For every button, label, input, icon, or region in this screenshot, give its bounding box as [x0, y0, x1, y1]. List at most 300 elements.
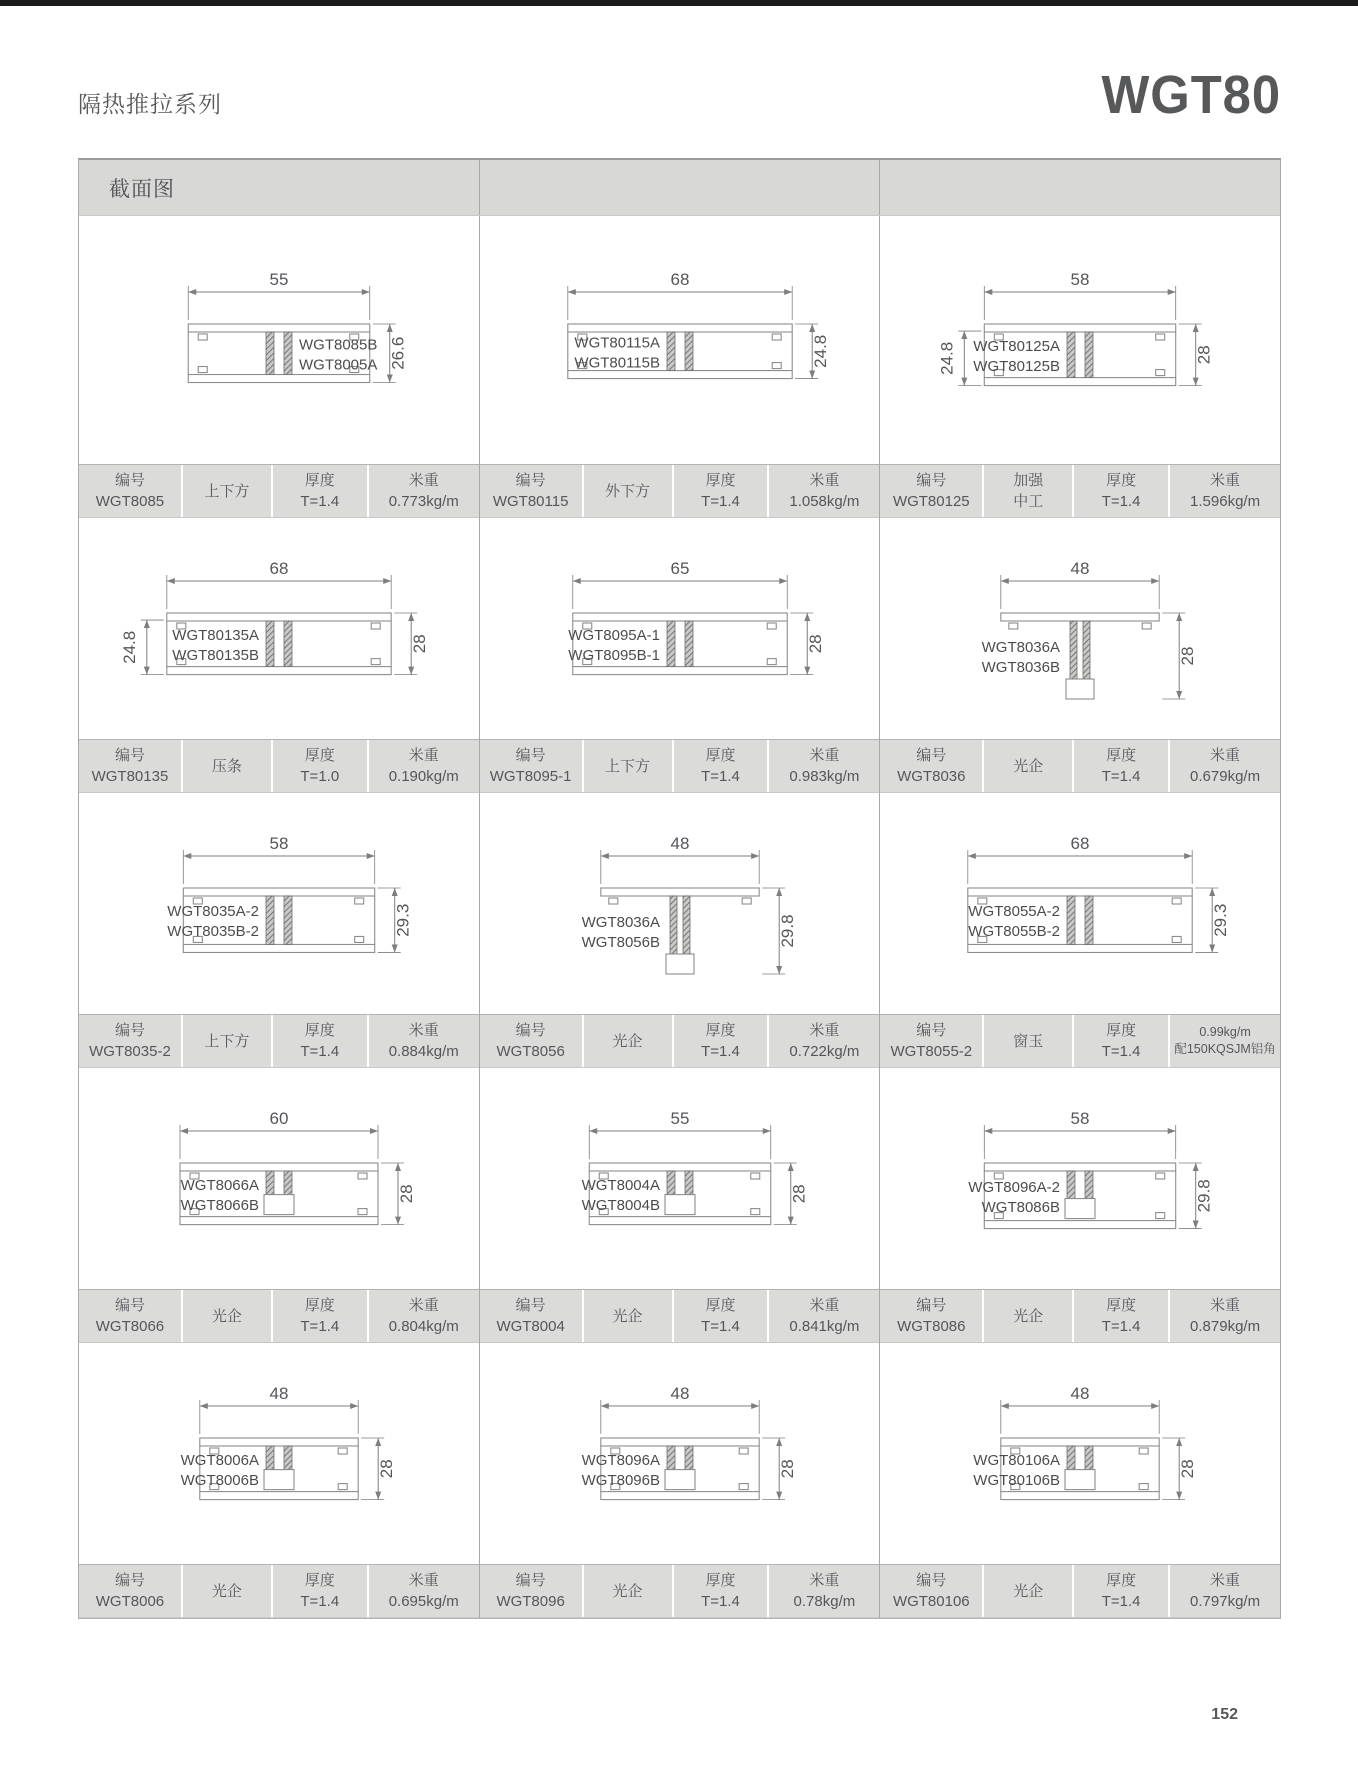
- profile-diagram: [880, 1343, 1280, 1564]
- thickness-label: 厚度: [304, 1022, 335, 1039]
- profile-cell: [480, 216, 881, 518]
- thickness-value: T=1.4: [1101, 1043, 1141, 1060]
- svg-text:60: 60: [269, 1108, 289, 1128]
- thickness-value: T=1.4: [300, 493, 340, 510]
- weight-value: 0.797kg/m: [1190, 1593, 1261, 1610]
- svg-text:28: 28: [805, 633, 825, 653]
- profile-diagram: [79, 1068, 479, 1289]
- thickness-value: T=1.4: [300, 1043, 340, 1060]
- weight-value: 0.78kg/m: [793, 1593, 856, 1610]
- spec-weight: [769, 1290, 879, 1342]
- page-header: [78, 65, 1281, 138]
- name-value: 外下方: [605, 482, 651, 500]
- profile-cell: [480, 1068, 881, 1343]
- code-value: WGT8086: [897, 1318, 966, 1335]
- spec-name: [183, 1290, 271, 1342]
- svg-text:WGT80125A: WGT80125A: [973, 337, 1061, 355]
- svg-text:28: 28: [377, 1458, 397, 1478]
- profile-cross-section: [910, 1079, 1250, 1279]
- svg-text:WGT8055A-2: WGT8055A-2: [968, 902, 1061, 920]
- svg-text:68: 68: [1070, 833, 1090, 853]
- profile-diagram: [480, 216, 880, 464]
- svg-text:55: 55: [269, 270, 289, 289]
- name-value: 光企: [1013, 1307, 1044, 1325]
- name-value: 光企: [1013, 757, 1044, 775]
- profile-diagram: [880, 1068, 1280, 1289]
- code-label: 编号: [515, 472, 546, 489]
- thickness-label: 厚度: [1106, 747, 1137, 764]
- section-header-cell: [79, 160, 480, 215]
- spec-weight: [769, 740, 879, 792]
- spec-weight: [769, 1015, 879, 1067]
- svg-text:WGT8004B: WGT8004B: [581, 1196, 660, 1214]
- spec-name: [984, 1015, 1072, 1067]
- weight-value: 1.058kg/m: [789, 493, 860, 510]
- name-value: 上下方: [204, 1032, 250, 1050]
- code-label: 编号: [515, 1022, 546, 1039]
- profile-diagram: [480, 518, 880, 739]
- profile-cell: [880, 1343, 1280, 1618]
- svg-text:28: 28: [1178, 1458, 1198, 1478]
- code-value: WGT80115: [492, 493, 569, 510]
- svg-text:WGT8036A: WGT8036A: [981, 638, 1061, 656]
- svg-text:WGT80106B: WGT80106B: [973, 1471, 1061, 1489]
- spec-code: [79, 1290, 181, 1342]
- profile-diagram: [480, 1343, 880, 1564]
- weight-label: 米重: [408, 472, 439, 489]
- svg-text:WGT8095A-1: WGT8095A-1: [567, 626, 660, 644]
- thickness-label: 厚度: [705, 472, 736, 489]
- svg-text:24.8: 24.8: [937, 341, 957, 375]
- svg-text:WGT8035B-2: WGT8035B-2: [167, 922, 259, 940]
- weight-value: 0.722kg/m: [789, 1043, 860, 1060]
- name-value: 光企: [211, 1582, 242, 1600]
- spec-row: [79, 464, 479, 518]
- weight-value: 0.773kg/m: [388, 493, 459, 510]
- thickness-label: 厚度: [304, 1297, 335, 1314]
- thickness-label: 厚度: [1106, 1572, 1137, 1589]
- spec-code: [79, 1565, 181, 1617]
- code-value: WGT8004: [496, 1318, 565, 1335]
- spec-thickness: [674, 740, 768, 792]
- code-label: 编号: [515, 1297, 546, 1314]
- code-value: WGT80125: [892, 493, 970, 510]
- code-label: 编号: [114, 1022, 145, 1039]
- spec-name: [584, 1565, 672, 1617]
- svg-text:WGT80106A: WGT80106A: [973, 1451, 1061, 1469]
- spec-thickness: [273, 1290, 367, 1342]
- weight-label: 米重: [1210, 1297, 1241, 1314]
- section-title: 截面图: [109, 177, 175, 201]
- svg-text:WGT8055B-2: WGT8055B-2: [968, 922, 1061, 940]
- spec-row: [880, 1564, 1280, 1618]
- svg-text:48: 48: [670, 1383, 689, 1403]
- thickness-label: 厚度: [1106, 1022, 1137, 1039]
- code-label: 编号: [916, 747, 947, 764]
- profile-cell: [880, 518, 1280, 793]
- spec-name: [984, 1290, 1072, 1342]
- weight-label: 米重: [408, 1022, 439, 1039]
- code-value: WGT8036: [897, 768, 966, 785]
- weight-value: 0.679kg/m: [1190, 768, 1261, 785]
- svg-text:58: 58: [269, 833, 289, 853]
- spec-row: [880, 1289, 1280, 1343]
- thickness-label: 厚度: [705, 747, 736, 764]
- spec-thickness: [273, 465, 367, 517]
- spec-row: [480, 1014, 880, 1068]
- weight-label: 米重: [408, 1297, 439, 1314]
- spec-thickness: [1074, 1015, 1168, 1067]
- profile-cross-section: [109, 240, 449, 440]
- page-top-rule: [0, 0, 1358, 6]
- section-header-cell: [480, 160, 881, 215]
- thickness-value: T=1.4: [701, 1043, 740, 1060]
- spec-thickness: [273, 1565, 367, 1617]
- svg-text:28: 28: [789, 1183, 809, 1203]
- code-value: WGT8035-2: [89, 1043, 171, 1060]
- spec-thickness: [1074, 740, 1168, 792]
- name-value2: 中工: [1013, 493, 1044, 510]
- thickness-value: T=1.4: [1101, 1318, 1141, 1335]
- svg-text:WGT8066A: WGT8066A: [180, 1176, 259, 1194]
- profile-cross-section: [910, 240, 1250, 440]
- name-value: 光企: [612, 1582, 643, 1600]
- profile-cross-section: [910, 529, 1250, 729]
- name-value: 光企: [612, 1307, 643, 1325]
- svg-text:WGT8085B: WGT8085B: [298, 336, 378, 354]
- svg-text:29.8: 29.8: [777, 913, 797, 948]
- svg-text:26.6: 26.6: [388, 336, 408, 370]
- spec-weight: [369, 740, 479, 792]
- weight-label: 米重: [809, 747, 840, 764]
- spec-code: [880, 1290, 982, 1342]
- thickness-label: 厚度: [1106, 1297, 1137, 1314]
- code-label: 编号: [916, 1572, 947, 1589]
- code-label: 编号: [515, 747, 546, 764]
- thickness-label: 厚度: [705, 1297, 736, 1314]
- code-label: 编号: [114, 472, 145, 489]
- profile-cell: [480, 793, 881, 1068]
- svg-text:55: 55: [670, 1108, 689, 1128]
- spec-name: [984, 465, 1072, 517]
- svg-text:28: 28: [1194, 345, 1214, 365]
- profile-row: [79, 1068, 1280, 1343]
- code-value: WGT8095-1: [489, 768, 572, 785]
- thickness-value: T=1.0: [300, 768, 340, 785]
- code-label: 编号: [114, 1297, 145, 1314]
- profile-diagram: [480, 1068, 880, 1289]
- spec-weight: [1170, 1290, 1280, 1342]
- weight-label: 米重: [408, 1572, 439, 1589]
- code-value: WGT8096: [496, 1593, 565, 1610]
- code-label: 编号: [916, 1297, 947, 1314]
- svg-text:65: 65: [670, 558, 689, 578]
- profile-diagram: [880, 793, 1280, 1014]
- svg-text:48: 48: [1070, 1383, 1090, 1403]
- name-value: 光企: [211, 1307, 242, 1325]
- code-value: WGT80135: [91, 768, 169, 785]
- spec-code: [880, 740, 982, 792]
- svg-text:68: 68: [670, 270, 689, 289]
- spec-thickness: [674, 465, 768, 517]
- series-title: 隔热推拉系列: [78, 91, 222, 117]
- spec-code: [480, 1565, 582, 1617]
- spec-code: [880, 1015, 982, 1067]
- weight-label: 米重: [809, 1572, 840, 1589]
- spec-thickness: [1074, 1565, 1168, 1617]
- spec-code: [480, 740, 582, 792]
- profile-diagram: [79, 1343, 479, 1564]
- profile-cross-section: [109, 804, 449, 1004]
- spec-weight: [369, 465, 479, 517]
- spec-name: [183, 740, 271, 792]
- profile-diagram: [79, 793, 479, 1014]
- spec-weight: [1170, 1565, 1280, 1617]
- profile-diagram: [880, 216, 1280, 464]
- svg-text:48: 48: [269, 1383, 289, 1403]
- spec-code: [79, 465, 181, 517]
- svg-text:WGT8006B: WGT8006B: [180, 1471, 259, 1489]
- svg-text:28: 28: [1178, 646, 1198, 665]
- spec-code: [79, 1015, 181, 1067]
- name-value: 光企: [612, 1032, 643, 1050]
- spec-name: [584, 740, 672, 792]
- name-value: 上下方: [204, 482, 250, 500]
- spec-weight: [1170, 465, 1280, 517]
- code-label: 编号: [916, 472, 947, 489]
- weight-value: 0.99kg/m: [1199, 1025, 1251, 1040]
- svg-text:WGT8004A: WGT8004A: [581, 1176, 660, 1194]
- weight-label: 米重: [809, 1022, 840, 1039]
- profile-cross-section: [910, 804, 1250, 1004]
- svg-text:WGT80115A: WGT80115A: [573, 334, 660, 352]
- spec-thickness: [1074, 465, 1168, 517]
- profile-cell: [79, 216, 480, 518]
- profile-cell: [880, 1068, 1280, 1343]
- spec-code: [480, 465, 582, 517]
- weight-label: 米重: [1210, 747, 1241, 764]
- spec-row: [79, 739, 479, 793]
- profile-cross-section: [510, 1354, 850, 1554]
- thickness-value: T=1.4: [300, 1318, 340, 1335]
- spec-thickness: [674, 1015, 768, 1067]
- svg-text:WGT8096B: WGT8096B: [581, 1471, 660, 1489]
- svg-text:WGT8086B: WGT8086B: [981, 1198, 1061, 1216]
- profile-table: [78, 158, 1281, 1619]
- name-value: 加强: [1013, 472, 1044, 489]
- svg-text:WGT8056B: WGT8056B: [581, 933, 660, 951]
- weight-label: 米重: [1210, 472, 1241, 489]
- profile-cross-section: [109, 1079, 449, 1279]
- profile-diagram: [79, 216, 479, 464]
- spec-weight: [369, 1290, 479, 1342]
- spec-name: [584, 1015, 672, 1067]
- spec-weight: [1170, 740, 1280, 792]
- profile-grid: [79, 216, 1280, 1618]
- spec-row: [480, 1289, 880, 1343]
- spec-thickness: [674, 1565, 768, 1617]
- profile-cross-section: [910, 1354, 1250, 1554]
- code-label: 编号: [114, 1572, 145, 1589]
- profile-cell: [79, 1068, 480, 1343]
- spec-thickness: [674, 1290, 768, 1342]
- svg-text:29.8: 29.8: [1194, 1178, 1214, 1212]
- spec-row: [480, 464, 880, 518]
- spec-row: [79, 1564, 479, 1618]
- thickness-value: T=1.4: [701, 1318, 740, 1335]
- spec-name: [183, 465, 271, 517]
- profile-cross-section: [109, 1354, 449, 1554]
- code-label: 编号: [515, 1572, 546, 1589]
- svg-text:WGT8096A: WGT8096A: [581, 1451, 660, 1469]
- svg-text:WGT80135B: WGT80135B: [172, 646, 259, 664]
- code-value: WGT8006: [95, 1593, 165, 1610]
- section-header-cell: [880, 160, 1280, 215]
- svg-text:58: 58: [1070, 270, 1090, 289]
- svg-text:58: 58: [1070, 1108, 1090, 1128]
- spec-code: [880, 1565, 982, 1617]
- svg-text:WGT8005A: WGT8005A: [298, 356, 378, 374]
- spec-thickness: [1074, 1290, 1168, 1342]
- spec-row: [480, 1564, 880, 1618]
- weight-value: 0.190kg/m: [388, 768, 459, 785]
- weight-label: 米重: [408, 747, 439, 764]
- code-label: 编号: [114, 747, 145, 764]
- svg-text:24.8: 24.8: [810, 334, 830, 368]
- profile-cross-section: [510, 240, 850, 440]
- spec-code: [480, 1290, 582, 1342]
- spec-weight: [769, 1565, 879, 1617]
- section-header-row: [79, 160, 1280, 216]
- svg-text:WGT80135A: WGT80135A: [172, 626, 259, 644]
- spec-code: [880, 465, 982, 517]
- svg-text:WGT8006A: WGT8006A: [180, 1451, 259, 1469]
- svg-text:29.3: 29.3: [1211, 903, 1231, 937]
- spec-name: [584, 1290, 672, 1342]
- code-value: WGT8056: [496, 1043, 565, 1060]
- weight-value: 0.695kg/m: [388, 1593, 459, 1610]
- thickness-label: 厚度: [304, 1572, 335, 1589]
- profile-diagram: [79, 518, 479, 739]
- code-label: 编号: [916, 1022, 947, 1039]
- thickness-label: 厚度: [705, 1022, 736, 1039]
- weight-value: 0.983kg/m: [789, 768, 860, 785]
- profile-row: [79, 793, 1280, 1068]
- spec-weight: [769, 465, 879, 517]
- weight-label: 米重: [809, 472, 840, 489]
- profile-row: [79, 216, 1280, 518]
- svg-text:WGT8096A-2: WGT8096A-2: [968, 1178, 1061, 1196]
- spec-name: [984, 740, 1072, 792]
- name-value: 上下方: [605, 757, 651, 775]
- spec-row: [880, 464, 1280, 518]
- spec-row: [880, 739, 1280, 793]
- spec-name: [584, 465, 672, 517]
- thickness-value: T=1.4: [1101, 1593, 1141, 1610]
- svg-text:28: 28: [396, 1183, 416, 1203]
- svg-text:68: 68: [269, 558, 289, 578]
- thickness-value: T=1.4: [701, 1593, 740, 1610]
- spec-code: [480, 1015, 582, 1067]
- thickness-value: T=1.4: [701, 493, 740, 510]
- profile-cell: [480, 518, 881, 793]
- profile-cell: [880, 216, 1280, 518]
- thickness-label: 厚度: [705, 1572, 736, 1589]
- spec-name: [183, 1015, 271, 1067]
- weight-note: 配150KQSJM铝角: [1174, 1042, 1276, 1056]
- svg-text:WGT8035A-2: WGT8035A-2: [167, 902, 259, 920]
- weight-value: 0.884kg/m: [388, 1043, 459, 1060]
- profile-cell: [79, 1343, 480, 1618]
- profile-cross-section: [510, 804, 850, 1004]
- weight-value: 1.596kg/m: [1190, 493, 1261, 510]
- spec-row: [79, 1289, 479, 1343]
- code-value: WGT8066: [95, 1318, 165, 1335]
- spec-row: [79, 1014, 479, 1068]
- svg-text:WGT8036A: WGT8036A: [581, 913, 660, 931]
- thickness-label: 厚度: [304, 472, 335, 489]
- spec-name: [183, 1565, 271, 1617]
- profile-cell: [79, 518, 480, 793]
- weight-value: 0.804kg/m: [388, 1318, 459, 1335]
- model-title: WGT80: [1101, 65, 1281, 125]
- profile-cell: [480, 1343, 881, 1618]
- svg-text:WGT80125B: WGT80125B: [973, 357, 1061, 375]
- spec-row: [880, 1014, 1280, 1068]
- spec-thickness: [273, 740, 367, 792]
- name-value: 光企: [1013, 1582, 1044, 1600]
- profile-row: [79, 1343, 1280, 1618]
- weight-label: 米重: [809, 1297, 840, 1314]
- svg-text:WGT8036B: WGT8036B: [981, 658, 1061, 676]
- spec-code: [79, 740, 181, 792]
- spec-weight: [369, 1015, 479, 1067]
- thickness-label: 厚度: [304, 747, 335, 764]
- svg-text:WGT80115B: WGT80115B: [573, 354, 660, 372]
- svg-text:28: 28: [777, 1458, 797, 1478]
- spec-weight: [1170, 1015, 1280, 1067]
- svg-text:WGT8066B: WGT8066B: [180, 1196, 259, 1214]
- svg-text:28: 28: [410, 633, 430, 653]
- spec-weight: [369, 1565, 479, 1617]
- code-value: WGT80106: [892, 1593, 970, 1610]
- thickness-value: T=1.4: [1101, 768, 1141, 785]
- thickness-value: T=1.4: [701, 768, 740, 785]
- weight-label: 米重: [1210, 1572, 1241, 1589]
- spec-row: [480, 739, 880, 793]
- svg-text:WGT8095B-1: WGT8095B-1: [567, 646, 660, 664]
- profile-cross-section: [510, 529, 850, 729]
- page-number: 152: [1211, 1706, 1238, 1723]
- name-value: 压条: [211, 757, 242, 775]
- weight-value: 0.879kg/m: [1190, 1318, 1261, 1335]
- svg-text:24.8: 24.8: [119, 630, 139, 664]
- spec-name: [984, 1565, 1072, 1617]
- profile-diagram: [880, 518, 1280, 739]
- code-value: WGT8085: [95, 493, 165, 510]
- profile-cell: [79, 793, 480, 1068]
- spec-thickness: [273, 1015, 367, 1067]
- weight-value: 0.841kg/m: [789, 1318, 860, 1335]
- thickness-value: T=1.4: [300, 1593, 340, 1610]
- thickness-label: 厚度: [1106, 472, 1137, 489]
- profile-diagram: [480, 793, 880, 1014]
- profile-cell: [880, 793, 1280, 1068]
- profile-row: [79, 518, 1280, 793]
- thickness-value: T=1.4: [1101, 493, 1141, 510]
- profile-cross-section: [109, 529, 449, 729]
- name-value: 窗玉: [1013, 1032, 1044, 1050]
